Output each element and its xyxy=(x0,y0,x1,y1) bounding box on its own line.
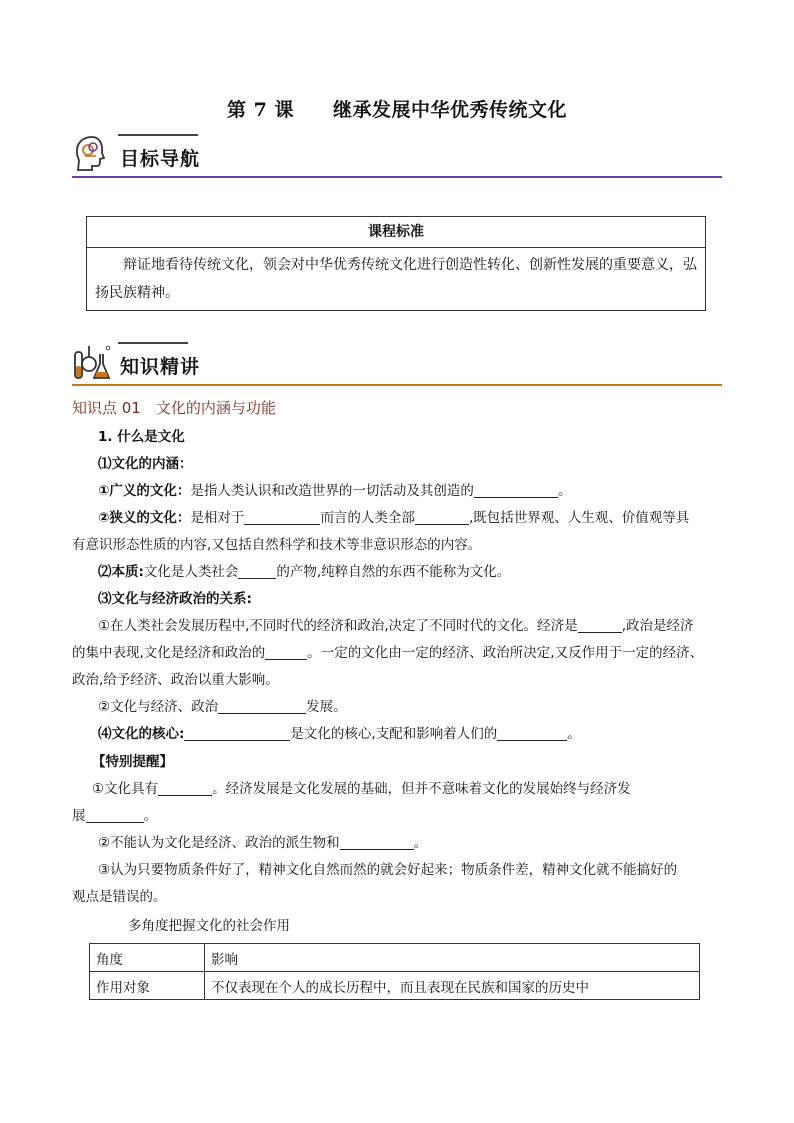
section-label-knowledge: 知识精讲 xyxy=(120,356,201,378)
course-standard-heading: 课程标准 xyxy=(87,217,705,248)
fill-blank[interactable] xyxy=(86,807,144,823)
table-cell: 作用对象 xyxy=(90,972,205,1000)
fill-blank[interactable] xyxy=(244,509,320,525)
subsection-relation: ⑶文化与经济政治的关系: xyxy=(98,591,252,607)
table-row xyxy=(90,972,700,1000)
tip-line-3: ③认为只要物质条件好了，精神文化自然而然的就会好起来；物质条件差，精神文化就不能搞好的 xyxy=(98,862,678,878)
tip-line-1-cont: 展 。 xyxy=(72,808,157,824)
fill-blank[interactable] xyxy=(474,482,558,498)
fill-blank[interactable] xyxy=(578,617,622,633)
line-narrow-culture-cont: 有意识形态性质的内容,又包括自然科学和技术等非意识形态的内容。 xyxy=(72,537,482,553)
table-header-cell: 角度 xyxy=(90,944,205,972)
section-rule-goal xyxy=(72,176,722,178)
knowledge-point-title: 知识点 01 文化的内涵与功能 xyxy=(72,399,276,417)
social-role-table xyxy=(89,943,700,1000)
line-essence: ⑵本质:文化是人类社会 的产物,纯粹自然的东西不能称为文化。 xyxy=(98,564,511,580)
line-relation-2: 的集中表现,文化是经济和政治的 。一定的文化由一定的经济、政治所决定,又反作用于一定的经济、 xyxy=(72,645,704,661)
table-cell: 不仅表现在个人的成长历程中，而且表现在民族和国家的历史中 xyxy=(205,972,700,1000)
table-header-row xyxy=(90,944,700,972)
fill-blank[interactable] xyxy=(415,509,469,525)
fill-blank[interactable] xyxy=(158,780,212,796)
fill-blank[interactable] xyxy=(184,725,290,741)
page-title: 第 7 课 继承发展中华优秀传统文化 xyxy=(227,99,567,121)
special-reminder: 【特别提醒】 xyxy=(92,754,173,770)
section-header-knowledge xyxy=(72,342,722,386)
line-relation-4: ②文化与经济、政治 发展。 xyxy=(98,699,347,715)
tip-line-2: ②不能认为文化是经济、政治的派生物和 。 xyxy=(98,835,428,851)
fill-blank[interactable] xyxy=(265,644,307,660)
section-header-goal xyxy=(72,134,722,178)
line-narrow-culture: ②狭义的文化：是相对于 而言的人类全部 ,既包括世界观、人生观、价值观等具 xyxy=(98,510,690,526)
line-broad-culture: ①广义的文化：是指人类认识和改造世界的一切活动及其创造的 。 xyxy=(98,483,572,499)
brain-head-icon xyxy=(72,134,112,174)
tip-line-1: ①文化具有 。经济发展是文化发展的基础，但并不意味着文化的发展始终与经济发 xyxy=(92,781,631,797)
course-standard-text: 辩证地看待传统文化，领会对中华优秀传统文化进行创造性转化、创新性发展的重要意义，弘扬民族精神。 xyxy=(95,257,697,301)
section-label-goal: 目标导航 xyxy=(120,148,201,170)
fill-blank[interactable] xyxy=(238,563,276,579)
line-relation-3: 政治,给予经济、政治以重大影响。 xyxy=(72,672,279,688)
section-rule-knowledge xyxy=(72,384,722,386)
fill-blank[interactable] xyxy=(497,725,567,741)
table-header-cell: 影响 xyxy=(205,944,700,972)
line-relation-1: ①在人类社会发展历程中,不同时代的经济和政治,决定了不同时代的文化。经济是 ,政治是经济 xyxy=(98,618,694,634)
table-caption: 多角度把握文化的社会作用 xyxy=(128,918,290,934)
fill-blank[interactable] xyxy=(340,834,414,850)
lab-flask-icon xyxy=(72,342,112,382)
subsection-connotation: ⑴文化的内涵： xyxy=(98,456,193,472)
line-core: ⑷文化的核心: 是文化的核心,支配和影响着人们的 。 xyxy=(98,726,581,742)
question-heading: 1. 什么是文化 xyxy=(98,429,185,445)
fill-blank[interactable] xyxy=(218,698,306,714)
tip-line-3-cont: 观点是错误的。 xyxy=(72,889,167,905)
course-standard-box xyxy=(86,216,706,311)
